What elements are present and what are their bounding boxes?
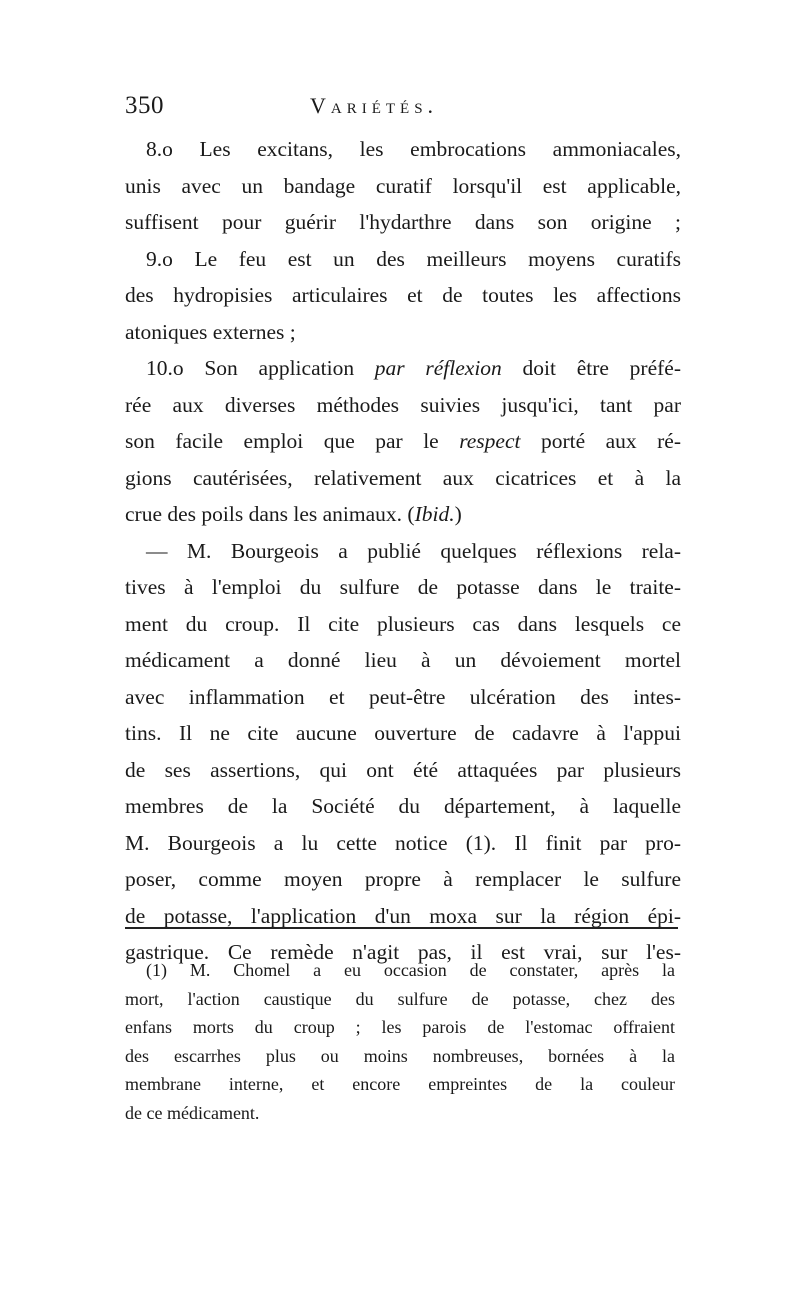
body-line: tins. Il ne cite aucune ouverture de cadavre à l'appui <box>125 721 681 745</box>
footnote-line: des escarrhes plus ou moins nombreuses, bornées à la <box>125 1045 675 1066</box>
body-line: avec inflammation et peut-être ulcération des intes- <box>125 684 681 709</box>
running-head <box>125 92 685 126</box>
body-line: gions cautérisées, relativement aux cicatrices et à la <box>125 465 681 490</box>
italic-phrase: Ibid. <box>414 502 455 526</box>
body-line: des hydropisies articulaires et de toutes les affections <box>125 283 681 307</box>
body-text <box>125 131 681 971</box>
italic-phrase: par réflexion <box>374 356 502 380</box>
body-line: unis avec un bandage curatif lorsqu'il est applicable, <box>125 173 681 198</box>
body-line: de potasse, l'application d'un moxa sur la région épi- <box>125 903 681 928</box>
body-line: crue des poils dans les animaux. (Ibid.) <box>125 502 462 526</box>
footnote-line: mort, l'action caustique du sulfure de potasse, chez des <box>125 988 675 1009</box>
body-line: gastrique. Ce remède n'agit pas, il est vrai, sur l'es- <box>125 940 681 964</box>
footnote-line: (1) M. Chomel a eu occasion de constater, après la <box>146 960 675 980</box>
footnote-rule <box>125 927 678 929</box>
body-line: son facile emploi que par le respect porté aux ré- <box>125 429 681 453</box>
italic-phrase: respect <box>459 429 521 453</box>
footnote-line: de ce médicament. <box>125 1102 260 1123</box>
running-title: Variétés. <box>310 93 439 118</box>
body-line: ment du croup. Il cite plusieurs cas dans lesquels ce <box>125 611 681 636</box>
body-line: 10.o Son application par réflexion doit être préfé- <box>146 356 681 380</box>
page-number: 350 <box>125 92 164 119</box>
body-line: poser, comme moyen propre à remplacer le sulfure <box>125 867 681 891</box>
body-line: atoniques externes ; <box>125 319 296 344</box>
body-line: médicament a donné lieu à un dévoiement mortel <box>125 648 681 672</box>
body-line: M. Bourgeois a lu cette notice (1). Il finit par pro- <box>125 830 681 855</box>
body-line: membres de la Société du département, à laquelle <box>125 794 681 818</box>
footnotes <box>125 956 675 1127</box>
body-line: tives à l'emploi du sulfure de potasse dans le traite- <box>125 575 681 599</box>
body-line: suffisent pour guérir l'hydarthre dans son origine ; <box>125 210 681 234</box>
footnote-line: membrane interne, et encore empreintes de la couleur <box>125 1074 675 1094</box>
body-line: 9.o Le feu est un des meilleurs moyens curatifs <box>146 246 681 271</box>
body-line: de ses assertions, qui ont été attaquées par plusieurs <box>125 757 681 782</box>
body-line: — M. Bourgeois a publié quelques réflexions rela- <box>146 538 681 563</box>
body-line: 8.o Les excitans, les embrocations ammoniacales, <box>146 137 681 161</box>
footnote-line: enfans morts du croup ; les parois de l'estomac offraient <box>125 1017 675 1037</box>
body-line: rée aux diverses méthodes suivies jusqu'ici, tant par <box>125 392 681 417</box>
